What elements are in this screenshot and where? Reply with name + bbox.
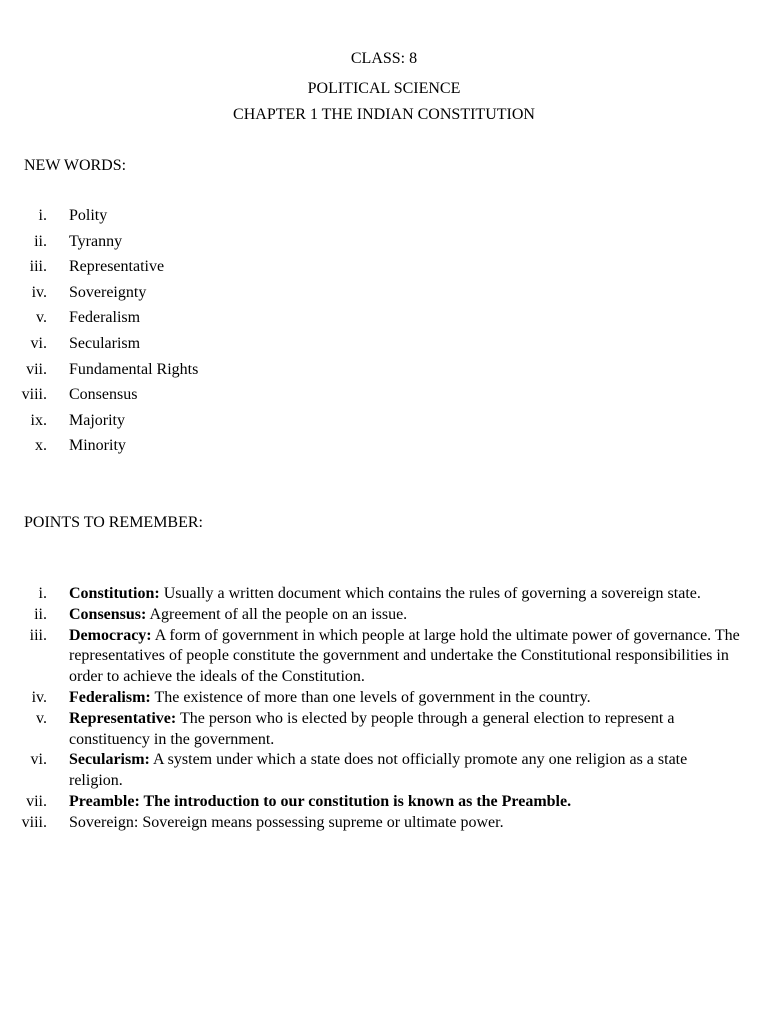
list-number: v. — [36, 709, 47, 727]
list-item — [0, 333, 768, 359]
new-words-heading: NEW WORDS: — [24, 157, 127, 174]
point-text: Agreement of all the people on an issue. — [146, 605, 408, 623]
list-word: Representative — [69, 258, 165, 276]
point-text: Usually a written document which contains the rules of governing a sovereign state. — [159, 585, 701, 602]
point-term: Constitution: — [69, 585, 160, 602]
list-item — [0, 410, 768, 436]
class-line: CLASS: 8 — [350, 50, 418, 67]
list-number: v. — [36, 309, 47, 327]
list-word: Fundamental Rights — [69, 360, 199, 378]
list-item — [0, 605, 768, 626]
list-item — [0, 584, 768, 605]
list-item — [0, 205, 768, 231]
list-number: x. — [35, 437, 47, 455]
list-item — [0, 792, 768, 813]
list-number: iii. — [29, 626, 47, 644]
point-term: Federalism: — [69, 688, 151, 706]
point-text: The person who is elected by people through a general election to represent a constituency in the government. — [69, 709, 675, 748]
list-number: i. — [38, 207, 47, 224]
list-item — [0, 435, 768, 461]
chapter-title: CHAPTER 1 THE INDIAN CONSTITUTION — [233, 106, 535, 123]
point-term: Secularism: — [69, 751, 150, 769]
list-number: vii. — [26, 360, 47, 378]
list-number: i. — [38, 585, 47, 602]
list-number: viii. — [21, 386, 47, 404]
list-number: vi. — [30, 334, 47, 352]
list-number: vii. — [26, 792, 47, 810]
points-list — [0, 584, 768, 834]
point-term: Consensus: — [69, 605, 147, 623]
list-word: Majority — [69, 411, 125, 429]
list-item — [0, 813, 768, 834]
new-words-list — [0, 205, 768, 461]
list-item — [0, 384, 768, 410]
point-text: A system under which a state does not officially promote any one religion as a state religion. — [69, 751, 688, 790]
list-word: Federalism — [69, 309, 141, 327]
points-heading: POINTS TO REMEMBER: — [24, 514, 203, 531]
list-item — [0, 750, 768, 792]
list-number: iv. — [31, 283, 47, 301]
list-number: ix. — [30, 411, 47, 429]
point-term: Representative: — [69, 709, 177, 727]
list-item — [0, 282, 768, 308]
list-number: iii. — [29, 258, 47, 276]
list-word: Polity — [69, 207, 108, 224]
point-term: Democracy: — [69, 626, 152, 644]
point-text: Sovereign: Sovereign means possessing supreme or ultimate power. — [69, 813, 504, 831]
list-item — [0, 688, 768, 709]
list-item — [0, 231, 768, 257]
list-item — [0, 709, 768, 751]
list-number: vi. — [30, 751, 47, 769]
list-number: iv. — [31, 688, 47, 706]
list-word: Secularism — [69, 334, 141, 352]
list-item — [0, 626, 768, 688]
subject-title: POLITICAL SCIENCE — [307, 80, 461, 97]
list-number: ii. — [34, 605, 47, 623]
list-item — [0, 307, 768, 333]
point-text: The existence of more than one levels of government in the country. — [150, 688, 591, 706]
list-word: Minority — [69, 437, 126, 455]
point-term: Preamble: The introduction to our constitution is known as the Preamble. — [69, 792, 572, 810]
list-item — [0, 359, 768, 385]
list-number: ii. — [34, 232, 47, 250]
list-word: Consensus — [69, 386, 138, 404]
list-word: Tyranny — [69, 232, 123, 250]
list-word: Sovereignty — [69, 283, 147, 301]
point-text: A form of government in which people at large hold the ultimate power of governance. The representatives of people constitute the government and undertake the Constitutional responsibilities in order to achieve the ideals of the Constitution. — [69, 626, 740, 686]
list-item — [0, 256, 768, 282]
list-number: viii. — [21, 813, 47, 831]
